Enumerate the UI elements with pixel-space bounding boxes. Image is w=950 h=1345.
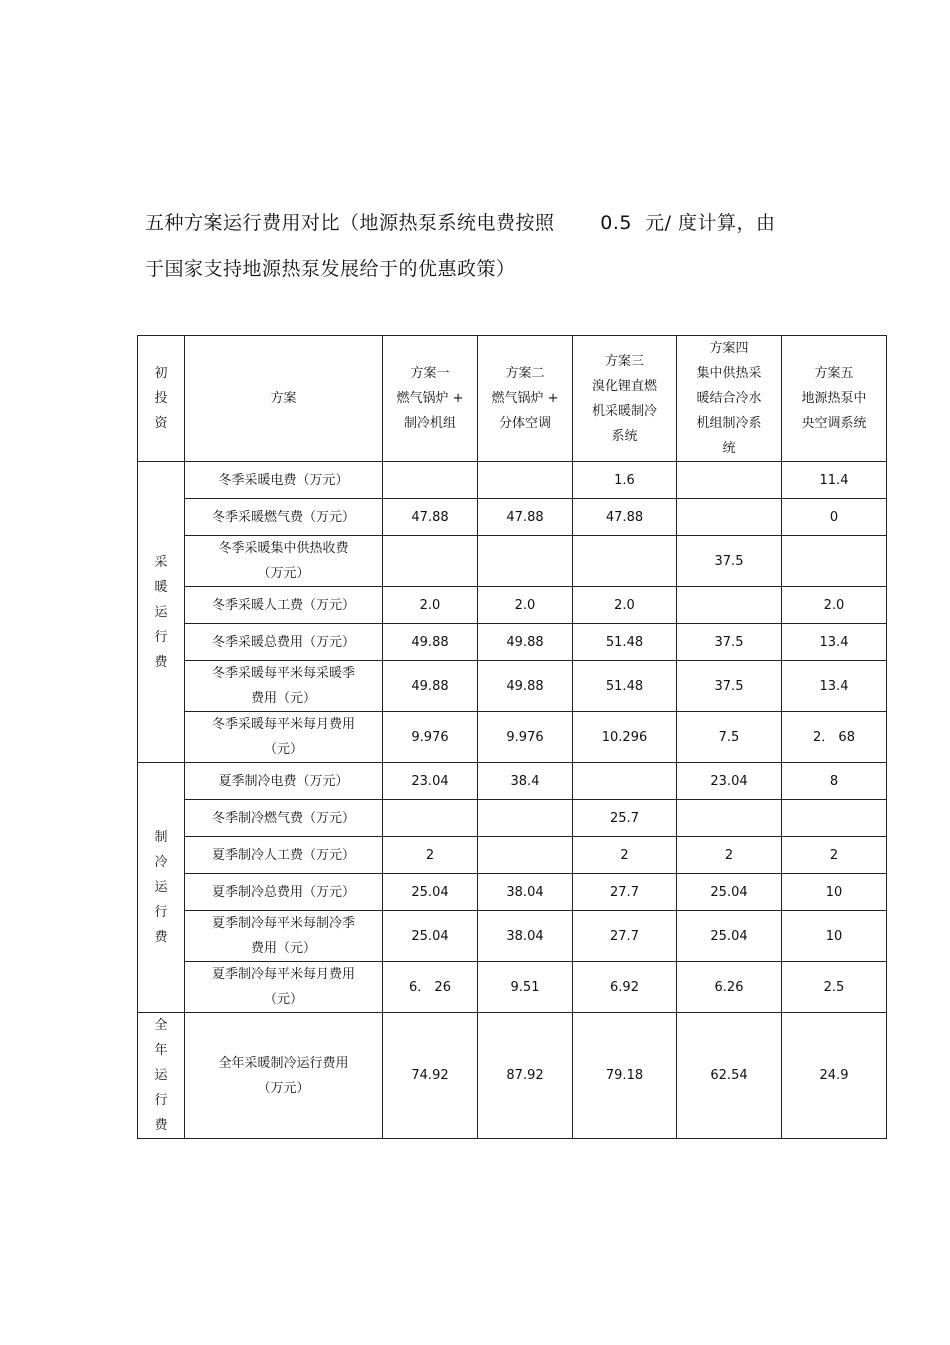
value-cell-scheme-1: 9.976 xyxy=(383,712,478,763)
value-cell-scheme-1: 2 xyxy=(383,837,478,874)
value-cell-scheme-5: 8 xyxy=(782,763,887,800)
value-cell-scheme-3: 27.7 xyxy=(573,911,677,962)
value-cell-scheme-1 xyxy=(383,462,478,499)
value-cell-scheme-1: 49.88 xyxy=(383,624,478,661)
value-cell-scheme-1: 25.04 xyxy=(383,911,478,962)
value-cell-scheme-2: 49.88 xyxy=(478,624,573,661)
value-cell-scheme-3 xyxy=(573,763,677,800)
table-row xyxy=(138,1013,887,1139)
row-label-cell: 夏季制冷电费（万元） xyxy=(185,763,383,800)
header-row xyxy=(138,336,887,462)
row-label-cell: 冬季采暖集中供热收费 （万元） xyxy=(185,536,383,587)
table-row xyxy=(138,624,887,661)
value-cell-scheme-2: 87.92 xyxy=(478,1013,573,1139)
value-cell-scheme-2 xyxy=(478,462,573,499)
value-cell-scheme-2: 38.4 xyxy=(478,763,573,800)
value-cell-scheme-2: 49.88 xyxy=(478,661,573,712)
row-label-cell: 冬季采暖总费用（万元） xyxy=(185,624,383,661)
value-cell-scheme-4: 23.04 xyxy=(677,763,782,800)
row-label-cell: 冬季采暖燃气费（万元） xyxy=(185,499,383,536)
value-cell-scheme-5: 13.4 xyxy=(782,661,887,712)
header-scheme-5: 方案五 地源热泵中 央空调系统 xyxy=(782,336,887,462)
row-label-cell: 冬季采暖每平米每采暖季 费用（元） xyxy=(185,661,383,712)
row-label-cell: 夏季制冷总费用（万元） xyxy=(185,874,383,911)
header-label-cell: 方案 xyxy=(185,336,383,462)
row-label-cell: 冬季采暖每平米每月费用 （元） xyxy=(185,712,383,763)
header-scheme-2: 方案二 燃气锅炉 + 分体空调 xyxy=(478,336,573,462)
row-label-cell: 夏季制冷每平米每月费用 （元） xyxy=(185,962,383,1013)
value-cell-scheme-4: 25.04 xyxy=(677,911,782,962)
value-cell-scheme-1: 2.0 xyxy=(383,587,478,624)
value-cell-scheme-1 xyxy=(383,536,478,587)
value-cell-scheme-5: 2． 68 xyxy=(782,712,887,763)
value-cell-scheme-1: 23.04 xyxy=(383,763,478,800)
value-cell-scheme-3: 51.48 xyxy=(573,624,677,661)
table-row xyxy=(138,911,887,962)
cost-comparison-table xyxy=(137,335,887,1139)
table-row xyxy=(138,800,887,837)
value-cell-scheme-3: 2.0 xyxy=(573,587,677,624)
table-row xyxy=(138,712,887,763)
value-cell-scheme-5: 10 xyxy=(782,911,887,962)
table-row xyxy=(138,499,887,536)
row-label-cell: 全年采暖制冷运行费用 （万元） xyxy=(185,1013,383,1139)
value-cell-scheme-2: 47.88 xyxy=(478,499,573,536)
value-cell-scheme-4: 37.5 xyxy=(677,536,782,587)
value-cell-scheme-3: 1.6 xyxy=(573,462,677,499)
value-cell-scheme-5: 24.9 xyxy=(782,1013,887,1139)
value-cell-scheme-3: 10.296 xyxy=(573,712,677,763)
value-cell-scheme-4: 7.5 xyxy=(677,712,782,763)
value-cell-scheme-5: 10 xyxy=(782,874,887,911)
table-row xyxy=(138,661,887,712)
value-cell-scheme-1: 49.88 xyxy=(383,661,478,712)
table-row xyxy=(138,763,887,800)
value-cell-scheme-4 xyxy=(677,800,782,837)
value-cell-scheme-1: 47.88 xyxy=(383,499,478,536)
value-cell-scheme-5: 2.0 xyxy=(782,587,887,624)
value-cell-scheme-5: 2 xyxy=(782,837,887,874)
value-cell-scheme-5: 2.5 xyxy=(782,962,887,1013)
value-cell-scheme-2 xyxy=(478,800,573,837)
value-cell-scheme-2: 2.0 xyxy=(478,587,573,624)
value-cell-scheme-2: 38.04 xyxy=(478,911,573,962)
category-label: 采暖运行费 xyxy=(154,554,168,670)
value-cell-scheme-2: 38.04 xyxy=(478,874,573,911)
table-row xyxy=(138,536,887,587)
table-row xyxy=(138,462,887,499)
value-cell-scheme-1: 25.04 xyxy=(383,874,478,911)
value-cell-scheme-2 xyxy=(478,837,573,874)
table-row xyxy=(138,837,887,874)
value-cell-scheme-5 xyxy=(782,800,887,837)
category-cell xyxy=(138,462,185,763)
value-cell-scheme-3: 25.7 xyxy=(573,800,677,837)
row-label-cell: 冬季制冷燃气费（万元） xyxy=(185,800,383,837)
row-label-cell: 冬季采暖电费（万元） xyxy=(185,462,383,499)
value-cell-scheme-4 xyxy=(677,587,782,624)
value-cell-scheme-3: 6.92 xyxy=(573,962,677,1013)
value-cell-scheme-3: 47.88 xyxy=(573,499,677,536)
value-cell-scheme-2: 9.976 xyxy=(478,712,573,763)
category-label: 全年运行费 xyxy=(154,1018,168,1133)
value-cell-scheme-1: 6． 26 xyxy=(383,962,478,1013)
value-cell-scheme-5: 13.4 xyxy=(782,624,887,661)
table-row xyxy=(138,962,887,1013)
table-row xyxy=(138,874,887,911)
value-cell-scheme-1: 74.92 xyxy=(383,1013,478,1139)
value-cell-scheme-4 xyxy=(677,462,782,499)
value-cell-scheme-3: 27.7 xyxy=(573,874,677,911)
value-cell-scheme-3: 2 xyxy=(573,837,677,874)
header-corner-cell: 初投资 xyxy=(138,336,185,462)
header-scheme-4: 方案四 集中供热采 暖结合冷水 机组制冷系 统 xyxy=(677,336,782,462)
value-cell-scheme-5: 0 xyxy=(782,499,887,536)
value-cell-scheme-4: 25.04 xyxy=(677,874,782,911)
header-scheme-3: 方案三 溴化锂直燃 机采暖制冷 系统 xyxy=(573,336,677,462)
value-cell-scheme-4: 37.5 xyxy=(677,624,782,661)
value-cell-scheme-4: 2 xyxy=(677,837,782,874)
category-cell xyxy=(138,1013,185,1139)
value-cell-scheme-2 xyxy=(478,536,573,587)
value-cell-scheme-1 xyxy=(383,800,478,837)
table-row xyxy=(138,587,887,624)
row-label-cell: 冬季采暖人工费（万元） xyxy=(185,587,383,624)
value-cell-scheme-4: 37.5 xyxy=(677,661,782,712)
value-cell-scheme-3 xyxy=(573,536,677,587)
value-cell-scheme-3: 51.48 xyxy=(573,661,677,712)
page-title: 五种方案运行费用对比（地源热泵系统电费按照 0.5 元/ 度计算，由 于国家支持地源热泵发展给于的优惠政策） xyxy=(145,212,776,280)
value-cell-scheme-4: 6.26 xyxy=(677,962,782,1013)
value-cell-scheme-5 xyxy=(782,536,887,587)
header-scheme-1: 方案一 燃气锅炉 + 制冷机组 xyxy=(383,336,478,462)
row-label-cell: 夏季制冷每平米每制冷季 费用（元） xyxy=(185,911,383,962)
row-label-cell: 夏季制冷人工费（万元） xyxy=(185,837,383,874)
category-cell xyxy=(138,763,185,1013)
value-cell-scheme-3: 79.18 xyxy=(573,1013,677,1139)
value-cell-scheme-4: 62.54 xyxy=(677,1013,782,1139)
category-label: 制冷运行费 xyxy=(154,830,168,945)
value-cell-scheme-2: 9.51 xyxy=(478,962,573,1013)
value-cell-scheme-5: 11.4 xyxy=(782,462,887,499)
value-cell-scheme-4 xyxy=(677,499,782,536)
